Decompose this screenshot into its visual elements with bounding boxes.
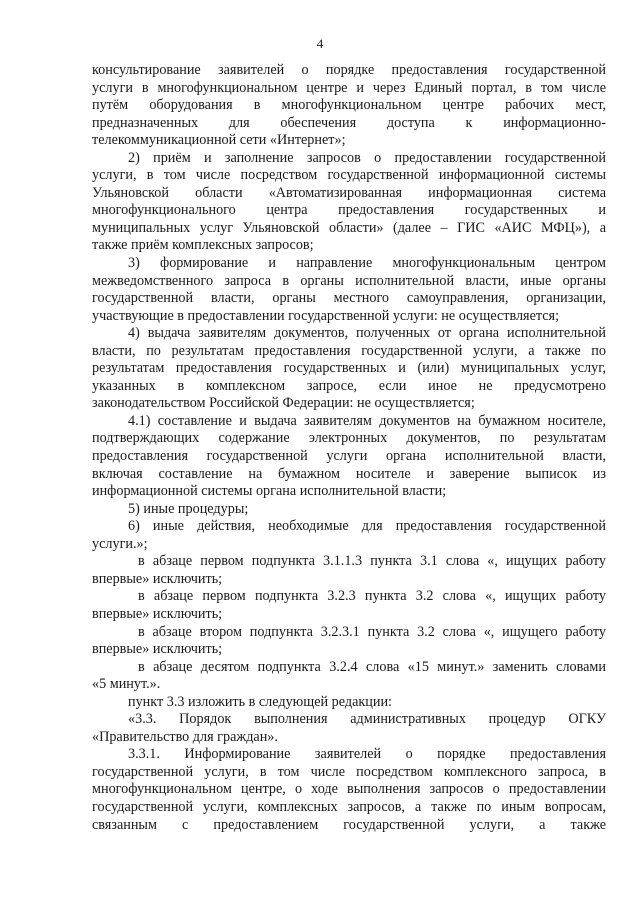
text-line: 6) иные действия, необходимые для предоставления государственной [128, 518, 606, 535]
text-line: услуги в многофункциональном центре и через Единый портал, в том числе [92, 79, 606, 96]
text-line: информационной системы органа исполнительной власти; [92, 483, 447, 500]
text-line: указанных в комплексном запросе, если иное не предусмотрено [92, 377, 606, 394]
text-line: государственной услуги, комплексных запросов, а также по иным вопросам, [92, 798, 606, 815]
text-line: в абзаце десятом подпункта 3.2.4 слова «15 минут.» заменить словами [138, 658, 606, 675]
text-line: результатам предоставления государственных и (или) муниципальных услуг, [92, 360, 606, 377]
text-line: предназначенных для обеспечения доступа к информационно- [92, 114, 606, 131]
text-line: в абзаце втором подпункта 3.2.3.1 пункта 3.2 слова «, ищущего работу [138, 623, 606, 640]
text-line: власти, по результатам предоставления государственной услуги, а также по [92, 342, 606, 359]
text-line: консультирование заявителей о порядке предоставления государственной [92, 62, 606, 78]
text-line: включая составление на бумажном носителе и заверение выписок из [92, 465, 606, 482]
text-line: «Правительство для граждан». [92, 728, 278, 745]
text-line: законодательством Российской Федерации: не осуществляется; [92, 395, 475, 412]
text-line: предоставления государственной услуги органа исполнительной власти, [92, 448, 606, 465]
text-line: межведомственного запроса в органы исполнительной власти, иные органы [92, 272, 606, 289]
text-line: в абзаце первом подпункта 3.1.1.3 пункта 3.1 слова «, ищущих работу [138, 553, 606, 570]
text-line: 5) иные процедуры; [128, 500, 249, 517]
text-line: участвующие в предоставлении государственной услуги: не осуществляется; [92, 307, 560, 324]
text-line: «5 минут.». [92, 676, 161, 693]
text-line: в абзаце первом подпункта 3.2.3 пункта 3.2 слова «, ищущих работу [138, 588, 606, 605]
text-line: услуги.»; [92, 535, 148, 552]
page-number: 4 [316, 36, 324, 51]
text-line: государственной власти, органы местного самоуправления, организации, [92, 290, 606, 307]
document-body [92, 62, 606, 834]
text-line: Ульяновской области «Автоматизированная информационная система [92, 184, 606, 201]
text-line: 4) выдача заявителям документов, полученных от органа исполнительной [128, 325, 606, 342]
text-line: также приём комплексных запросов; [92, 237, 314, 254]
text-line: путём оборудования в многофункциональном центре рабочих мест, [92, 97, 606, 114]
text-line: пункт 3.3 изложить в следующей редакции: [128, 693, 392, 710]
text-line: государственной услуги, в том числе посредством комплексного запроса, в [92, 763, 606, 780]
text-line: 2) приём и заполнение запросов о предоставлении государственной [128, 149, 606, 166]
text-line: телекоммуникационной сети «Интернет»; [92, 132, 346, 149]
text-line: многофункционального центра предоставления государственных и [92, 202, 606, 219]
text-line: впервые» исключить; [92, 641, 223, 658]
text-line: многофункциональном центре, о ходе выполнения запросов о предоставлении [92, 781, 606, 798]
text-line: связанным с предоставлением государственной услуги, а также [92, 816, 606, 833]
text-line: подтверждающих содержание электронных документов, по результатам [92, 430, 606, 447]
text-line: 4.1) составление и выдача заявителям документов на бумажном носителе, [128, 412, 606, 429]
text-line: муниципальных услуг Ульяновской области» (далее – ГИС «АИС МФЦ»), а [92, 219, 606, 236]
text-line: «3.3. Порядок выполнения административных процедур ОГКУ [128, 711, 606, 728]
text-line: впервые» исключить; [92, 605, 223, 622]
text-line: 3.3.1. Информирование заявителей о порядке предоставления [128, 746, 606, 763]
text-line: 3) формирование и направление многофункциональным центром [128, 255, 606, 272]
text-line: впервые» исключить; [92, 570, 223, 587]
text-line: услуги, в том числе посредством государственной информационной системы [92, 167, 606, 184]
